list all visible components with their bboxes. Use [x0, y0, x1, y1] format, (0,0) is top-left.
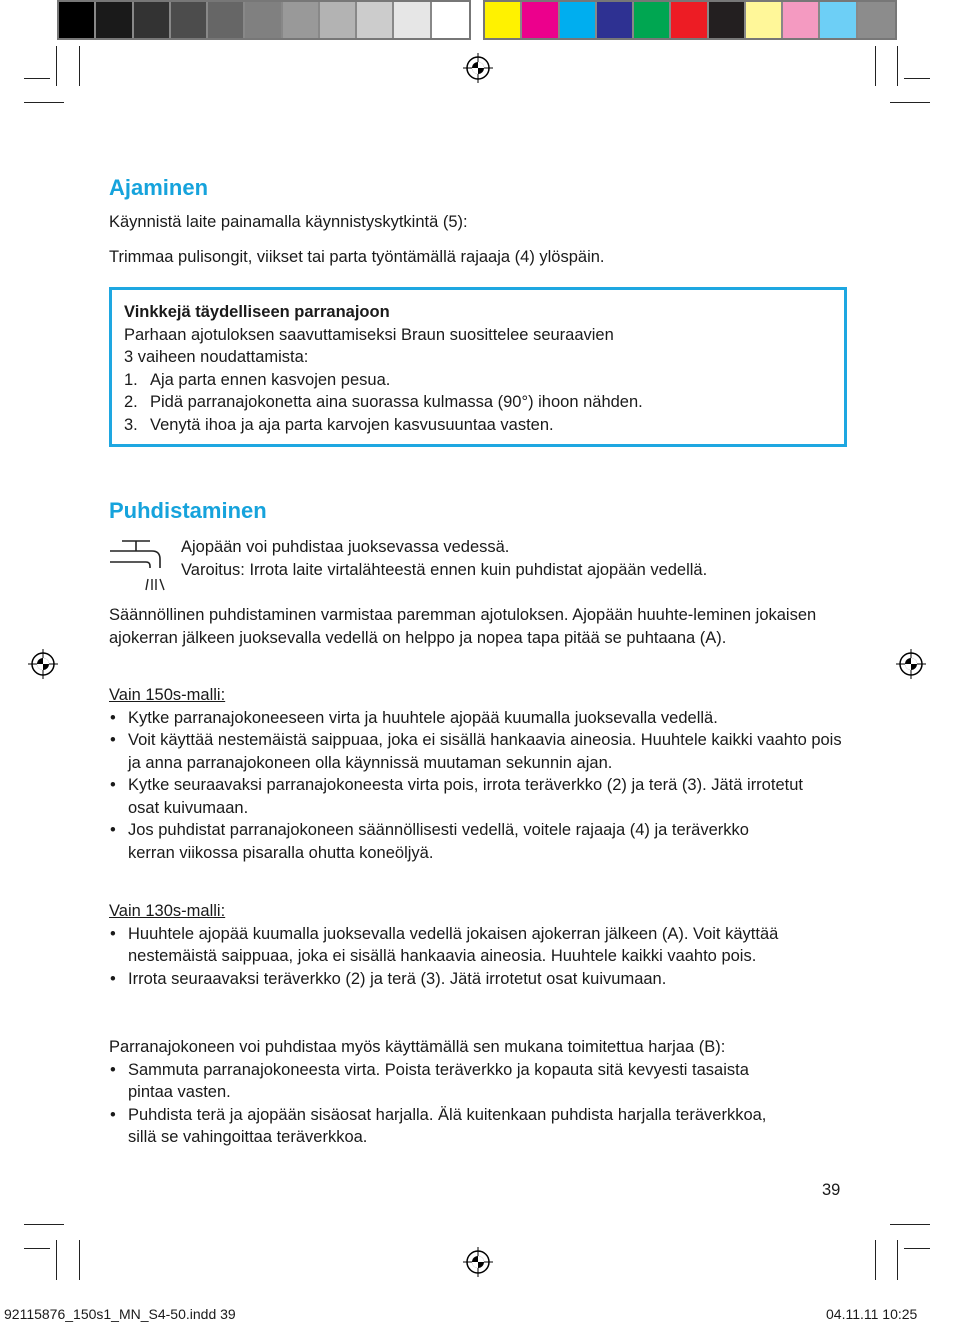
model-150-block: [109, 684, 854, 864]
model-150-label: Vain 150s-malli:: [109, 686, 226, 704]
item-text: Pidä parranajokonetta aina suorassa kulmassa (90°) ihoon nähden.: [150, 393, 643, 411]
tips-title: Vinkkejä täydelliseen parranajoon: [124, 303, 390, 321]
list-item: • Jos puhdistat parranajokoneen säännöllisesti vedellä, voitele rajaaja (4) ja teräverkko kerran viikossa pisaralla ohutta koneöljyä.: [109, 819, 854, 864]
bullet-list: [109, 707, 854, 865]
color-swatch: [671, 2, 708, 38]
list-item: • Huuhtele ajopää kuumalla juoksevalla vedellä jokaisen ajokerran jälkeen (A). Voit käyttää nestemäistä saippuaa, joka ei sisällä hankaavia aineosia. Huuhtele kaikki vaahto pois.: [109, 923, 854, 968]
color-swatch: [634, 2, 671, 38]
model-130-block: [109, 900, 854, 990]
tips-box: [109, 287, 847, 447]
process-color-bar: [483, 0, 897, 40]
color-swatch: [858, 2, 895, 38]
item-text: Aja parta ennen kasvojen pesua.: [150, 370, 391, 389]
brush-intro: Parranajokoneen voi puhdistaa myös käyttämällä sen mukana toimitettua harjaa (B):: [109, 1038, 726, 1056]
grayscale-color-bar: [57, 0, 471, 40]
registration-mark-icon: [463, 1247, 493, 1277]
color-swatch: [485, 2, 522, 38]
color-swatch: [59, 2, 96, 38]
color-swatch: [357, 2, 394, 38]
section-heading-puhdistaminen: Puhdistaminen: [109, 498, 267, 523]
color-swatch: [245, 2, 282, 38]
color-swatch: [597, 2, 634, 38]
color-swatch: [709, 2, 746, 38]
color-swatch: [522, 2, 559, 38]
color-swatch: [208, 2, 245, 38]
list-item: • Irrota seuraavaksi teräverkko (2) ja terä (3). Jätä irrotetut osat kuivumaan.: [109, 968, 854, 991]
color-swatch: [96, 2, 133, 38]
tips-intro: Parhaan ajotuloksen saavuttamiseksi Braun suosittelee seuraavien: [124, 325, 614, 344]
color-swatch: [560, 2, 597, 38]
section-heading-ajaminen: Ajaminen: [109, 175, 209, 200]
color-swatch: [394, 2, 431, 38]
item-number: 1.: [124, 370, 138, 389]
footer-file-info: 92115876_150s1_MN_S4-50.indd 39: [4, 1306, 236, 1322]
list-item: [124, 391, 832, 414]
color-swatch: [820, 2, 857, 38]
item-number: 3.: [124, 415, 138, 434]
item-number: 2.: [124, 393, 138, 411]
registration-mark-icon: [28, 649, 58, 679]
rinse-note-line: Ajopään voi puhdistaa juoksevassa vedessä.: [181, 538, 510, 556]
color-swatch: [746, 2, 783, 38]
item-text: Venytä ihoa ja aja parta karvojen kasvusuuntaa vasten.: [150, 415, 554, 434]
rinse-warning: Varoitus: Irrota laite virtalähteestä ennen kuin puhdistat ajopään vedellä.: [181, 560, 708, 579]
list-item: • Kytke seuraavaksi parranajokoneesta virta pois, irrota teräverkko (2) ja terä (3). Jätä irrotetut osat kuivumaan.: [109, 774, 854, 819]
model-130-label: Vain 130s-malli:: [109, 902, 226, 920]
color-swatch: [320, 2, 357, 38]
bullet-list: [109, 1059, 789, 1149]
paragraph: Trimmaa pulisongit, viikset tai parta työntämällä rajaaja (4) ylöspäin.: [109, 248, 605, 266]
paragraph: Säännöllinen puhdistaminen varmistaa paremman ajotuloksen. Ajopään huuhte-leminen jokaisen ajokerran jälkeen juoksevalla vedellä on helppo ja nopea tapa pitää se puhtaana (A).: [109, 606, 817, 647]
paragraph: Käynnistä laite painamalla käynnistyskytkintä (5):: [109, 213, 468, 231]
page-number: 39: [822, 1181, 841, 1199]
tips-list: [124, 369, 832, 437]
registration-mark-icon: [463, 53, 493, 83]
list-item: • Kytke parranajokoneeseen virta ja huuhtele ajopää kuumalla juoksevalla vedellä.: [109, 707, 854, 730]
color-swatch: [171, 2, 208, 38]
registration-mark-icon: [896, 649, 926, 679]
list-item: • Sammuta parranajokoneesta virta. Poista teräverkko ja kopauta sitä kevyesti tasaista pintaa vasten.: [109, 1059, 789, 1104]
color-swatch: [432, 2, 469, 38]
faucet-icon: [108, 538, 168, 596]
bullet-list: [109, 923, 854, 991]
list-item: • Puhdista terä ja ajopään sisäosat harjalla. Älä kuitenkaan puhdista harjalla teräverkkoa, sillä se vahingoittaa teräverkkoa.: [109, 1104, 789, 1149]
list-item: [124, 414, 832, 437]
color-swatch: [283, 2, 320, 38]
color-swatch: [783, 2, 820, 38]
brush-block: [109, 1036, 789, 1149]
rinse-note: [181, 536, 861, 581]
footer-timestamp: 04.11.11 10:25: [826, 1306, 918, 1322]
list-item: [124, 369, 832, 392]
tips-intro: 3 vaiheen noudattamista:: [124, 348, 309, 366]
color-swatch: [134, 2, 171, 38]
list-item: • Voit käyttää nestemäistä saippuaa, joka ei sisällä hankaavia aineosia. Huuhtele kaikki vaahto pois ja anna parranajokoneen olla käynnissä muutaman sekunnin ajan.: [109, 729, 854, 774]
